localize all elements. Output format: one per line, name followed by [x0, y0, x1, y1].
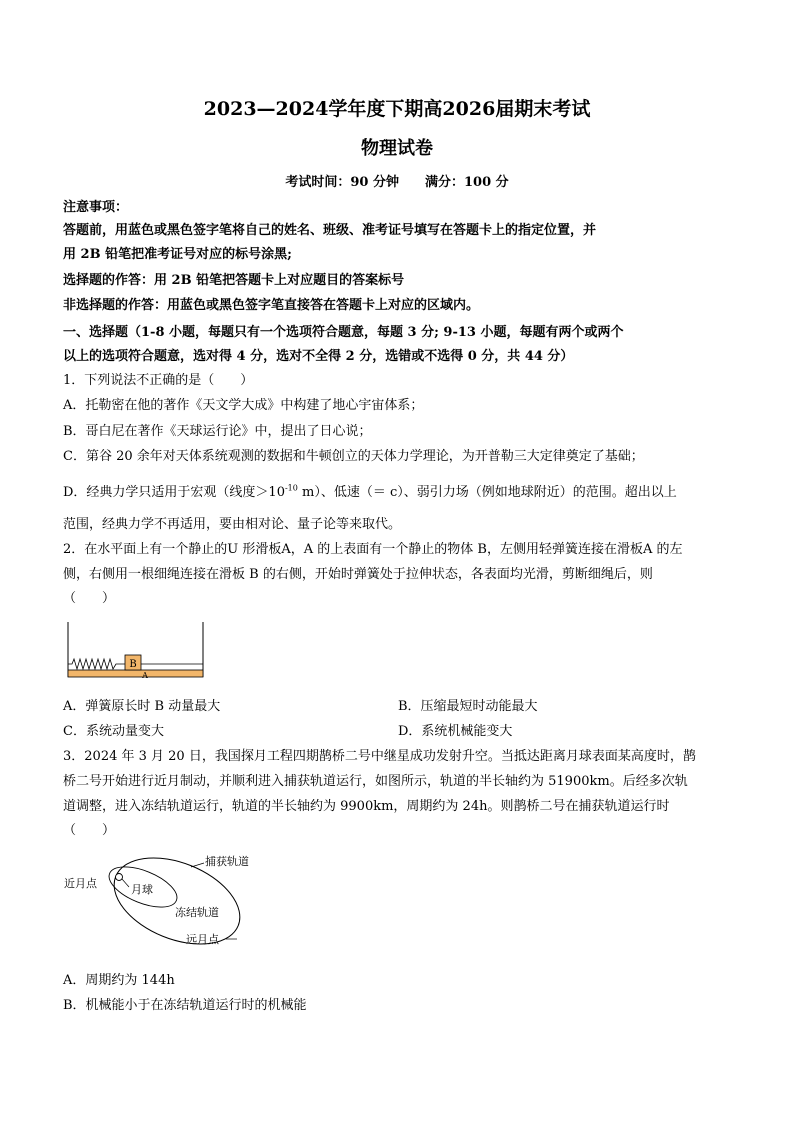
notice-line: 非选择题的作答：用蓝色或黑色签字笔直接答在答题卡上对应的区域内。	[63, 298, 480, 313]
option-a: A．周期约为 144h	[63, 973, 175, 988]
question-stem: 3．2024 年 3 月 20 日，我国探月工程四期鹊桥二号中继星成功发射升空。当抵达距离月球表面某高度时，鹊	[63, 749, 696, 764]
apolune-label: 远月点	[186, 933, 219, 946]
option-d-text: D．经典力学只适用于宏观（线度＞10	[63, 485, 285, 500]
moon-icon	[116, 874, 123, 881]
question-stem: 道调整，进入冻结轨道运行，轨道的半长轴约为 9900km，周期约为 24h。则鹊桥二号在捕获轨道运行时	[63, 799, 670, 814]
exam-title: 2023—2024学年度下期高2026届期末考试	[203, 98, 591, 120]
board-label: A	[142, 671, 148, 680]
option-d: D．系统机械能变大	[398, 724, 513, 739]
orbit-figure	[63, 855, 263, 960]
capture-leader	[191, 863, 204, 867]
notice-line: 用 2B 铅笔把准考证号对应的标号涂黑;	[63, 247, 292, 262]
question-stem: 侧，右侧用一根细绳连接在滑板 B 的右侧，开始时弹簧处于拉伸状态，各表面均光滑，剪断细绳后，则	[63, 567, 653, 582]
question-stem: 1．下列说法不正确的是（ ）	[63, 373, 254, 388]
question-stem: 桥二号开始进行近月制动，并顺利进入捕获轨道运行，如图所示，轨道的半长轴约为 51900km。后经多次轨	[63, 774, 688, 789]
section-heading: 以上的选项符合题意，选对得 4 分，选对不全得 2 分，选错或不选得 0 分，共 44 分）	[63, 349, 574, 364]
moon-label: 月球	[131, 883, 153, 896]
option-a: A．弹簧原长时 B 动量最大	[63, 699, 221, 714]
option-b: B．机械能小于在冻结轨道运行时的机械能	[63, 998, 307, 1013]
option-d-cont: 范围，经典力学不再适用，要由相对论、量子论等来取代。	[63, 517, 402, 532]
spring	[68, 659, 125, 669]
option-c: C．系统动量变大	[63, 724, 164, 739]
moon-leader	[122, 879, 129, 887]
notice-line: 答题前，用蓝色或黑色签字笔将自己的姓名、班级、准考证号填写在答题卡上的指定位置，并	[63, 223, 597, 238]
spring-board-figure	[63, 620, 208, 682]
question-stem: （ ）	[63, 591, 116, 606]
frozen-orbit-label: 冻结轨道	[175, 906, 219, 919]
option-a: A．托勒密在他的著作《天文学大成》中构建了地心宇宙体系；	[63, 398, 424, 413]
exponent: -10	[284, 483, 298, 493]
question-stem: 2．在水平面上有一个静止的U 形滑板A，A 的上表面有一个静止的物体 B，左侧用轻弹簧连接在滑板A 的左	[63, 542, 683, 557]
question-stem: （ ）	[63, 823, 116, 838]
option-d	[63, 484, 733, 502]
option-b: B．哥白尼在著作《天球运行论》中，提出了日心说；	[63, 424, 372, 439]
board-a	[68, 670, 203, 677]
notice-heading: 注意事项：	[63, 200, 129, 215]
block-label: B	[129, 659, 137, 670]
capture-orbit-label: 捕获轨道	[205, 855, 249, 868]
exam-subject: 物理试卷	[361, 138, 433, 159]
notice-line: 选择题的作答：用 2B 铅笔把答题卡上对应题目的答案标号	[63, 273, 405, 288]
perilune-label: 近月点	[64, 877, 97, 890]
option-b: B．压缩最短时动能最大	[398, 699, 538, 714]
option-c: C．第谷 20 余年对天体系统观测的数据和牛顿创立的天体力学理论，为开普勒三大定律奠定了基础；	[63, 449, 644, 464]
exam-info: 考试时间：90 分钟 满分：100 分	[285, 175, 509, 190]
option-d-text: m）、低速（＝ c）、弱引力场（例如地球附近）的范围。超出以上	[297, 485, 677, 500]
section-heading: 一、选择题（1-8 小题，每题只有一个选项符合题意，每题 3 分; 9-13 小题，每题有两个或两个	[63, 325, 624, 340]
